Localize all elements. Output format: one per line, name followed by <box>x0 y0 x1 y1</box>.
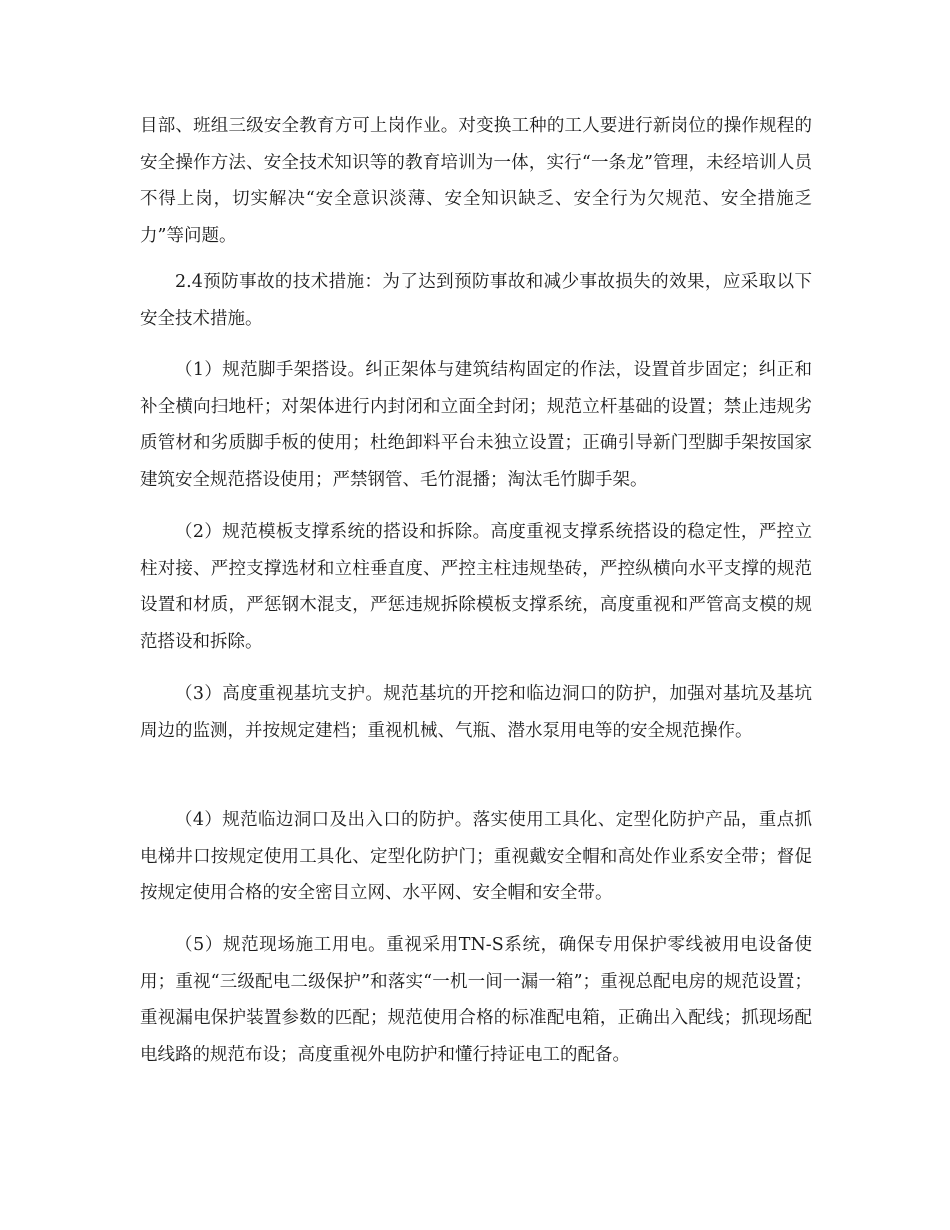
paragraph-item-3-foundation-pit: （3）高度重视基坑支护。规范基坑的开挖和临边洞口的防护，加强对基坑及基坑周边的监测，并按规定建档；重视机械、气瓶、潜水泵用电等的安全规范操作。 <box>140 684 812 741</box>
paragraph-item-1-scaffolding: （1）规范脚手架搭设。纠正架体与建筑结构固定的作法，设置首步固定；纠正和补全横向扫地杆；对架体进行内封闭和立面全封闭；规范立杆基础的设置；禁止违规劣质管材和劣质脚手板的使用；杜绝卸料平台未独立设置；正确引导新门型脚手架按国家建筑安全规范搭设使用；严禁钢管、毛竹混播；淘汰毛竹脚手架。 <box>140 360 812 490</box>
paragraph-item-5-electricity: （5）规范现场施工用电。重视采用TN-S系统，确保专用保护零线被用电设备使用；重视“三级配电二级保护”和落实“一机一间一漏一箱”；重视总配电房的规范设置；重视漏电保护装置参数的匹配；规范使用合格的标准配电箱，正确出入配线；抓现场配电线路的规范布设；高度重视外电防护和懂行持证电工的配备。 <box>140 935 812 1065</box>
paragraph-item-4-edge-protection: （4）规范临边洞口及出入口的防护。落实使用工具化、定型化防护产品，重点抓电梯井口按规定使用工具化、定型化防护门；重视戴安全帽和高处作业系安全带；督促按规定使用合格的安全密目立网、水平网、安全帽和安全带。 <box>140 810 812 903</box>
paragraph-section-2-4: 2.4预防事故的技术措施：为了达到预防事故和减少事故损失的效果，应采取以下安全技术措施。 <box>140 272 812 329</box>
paragraph-education-continuation: 目部、班组三级安全教育方可上岗作业。对变换工种的工人要进行新岗位的操作规程的安全操作方法、安全技术知识等的教育培训为一体，实行“一条龙”管理，未经培训人员不得上岗，切实解决“安全意识淡薄、安全知识缺乏、安全行为欠规范、安全措施乏力”等问题。 <box>140 116 812 246</box>
paragraph-item-2-formwork: （2）规范模板支撑系统的搭设和拆除。高度重视支撑系统搭设的稳定性，严控立柱对接、严控支撑选材和立柱垂直度、严控主柱违规垫砖，严控纵横向水平支撑的规范设置和材质，严惩钢木混支，严惩违规拆除模板支撑系统，高度重视和严管高支模的规范搭设和拆除。 <box>140 522 812 652</box>
